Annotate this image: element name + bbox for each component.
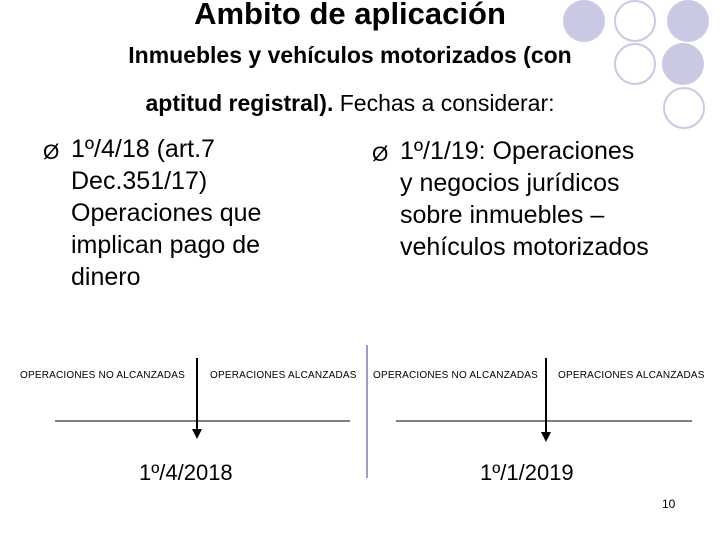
right-date: 1º/1/2019 [480,460,574,485]
bullet-line: 1º/1/19: Operaciones [400,137,635,165]
bullet-line: Operaciones que [71,199,262,227]
bullet-arrow-icon: Ø [372,143,389,166]
page-number: 10 [662,497,676,511]
left-label-not-reached: OPERACIONES NO ALCANZADAS [20,370,186,381]
right-label-reached: OPERACIONES ALCANZADAS [558,370,705,381]
left-label-reached: OPERACIONES ALCANZADAS [210,370,357,381]
bullet-arrow-icon: Ø [43,141,60,164]
left-date: 1º/4/2018 [139,460,233,485]
bullet-line: vehículos motorizados [400,233,649,261]
bullet-line: 1º/4/18 (art.7 [71,135,215,163]
right-label-not-reached: OPERACIONES NO ALCANZADAS [373,370,539,381]
bullet-line: implican pago de [71,231,261,259]
subtitle-rest-part: Fechas a considerar: [333,90,555,116]
subtitle-bold-part: aptitud registral). [145,90,334,116]
bullet-line: sobre inmuebles – [400,201,605,229]
slide-title: Ambito de aplicación [194,0,506,31]
arrow-head-left-icon [192,429,202,439]
bullet-line: dinero [71,263,141,291]
arrow-head-right-icon [541,432,551,442]
bullet-line: y negocios jurídicos [400,169,620,197]
subtitle-line-1: Inmuebles y vehículos motorizados (con [128,42,572,68]
bullet-line: Dec.351/17) [71,167,208,195]
